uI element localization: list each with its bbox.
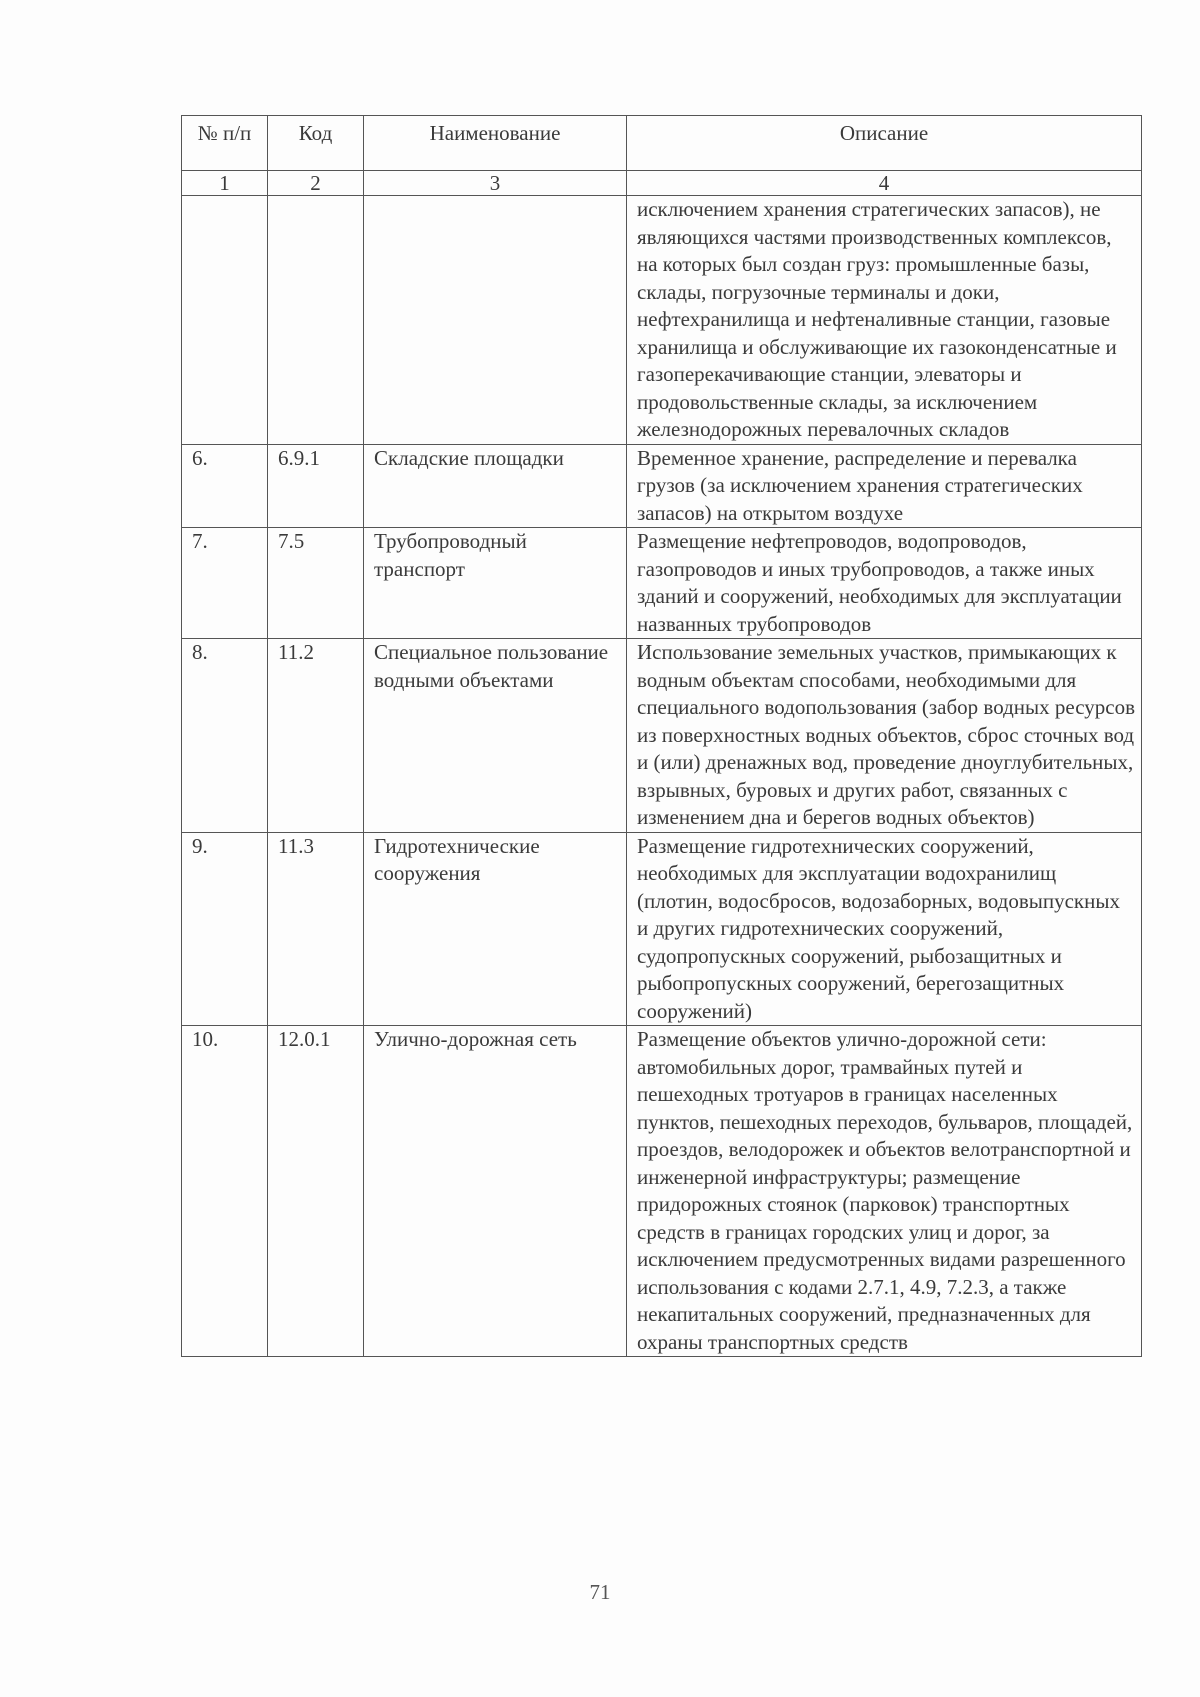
page-number: 71	[589, 1580, 611, 1604]
row-code: 11.3	[268, 832, 364, 1026]
row-description: Использование земельных участков, примыкающих к водным объектам способами, необходимыми для специального водопользования (забор водных ресурсов из поверхностных водных объектов, сброс сточных вод и (или) дренажных вод, проведение дноуглубительных, взрывных, буровых и других работ, связанных с изменением дна и берегов водных объектов)	[627, 639, 1142, 833]
header-description: Описание	[627, 116, 1142, 171]
row-number: 9.	[182, 832, 268, 1026]
row-description: исключением хранения стратегических запасов), не являющихся частями производственных комплексов, на которых был создан груз: промышленные базы, склады, погрузочные терминалы и доки, нефтехранилища и нефтеналивные станции, газовые хранилища и обслуживающие их газоконденсатные и газоперекачивающие станции, элеваторы и продовольственные склады, за исключением железнодорожных перевалочных складов	[627, 196, 1142, 445]
table-row	[182, 444, 1142, 528]
column-number-row	[182, 171, 1142, 196]
row-code: 7.5	[268, 528, 364, 639]
column-number: 3	[364, 171, 627, 196]
row-name: Трубопроводный транспорт	[364, 528, 627, 639]
row-description: Размещение нефтепроводов, водопроводов, газопроводов и иных трубопроводов, а также иных зданий и сооружений, необходимых для эксплуатации названных трубопроводов	[627, 528, 1142, 639]
table-row	[182, 196, 1142, 445]
row-code: 6.9.1	[268, 444, 364, 528]
table-row	[182, 528, 1142, 639]
row-number	[182, 196, 268, 445]
row-name: Улично-дорожная сеть	[364, 1026, 627, 1357]
table-row	[182, 639, 1142, 833]
header-code: Код	[268, 116, 364, 171]
column-number: 4	[627, 171, 1142, 196]
row-name: Специальное пользование водными объектами	[364, 639, 627, 833]
header-name: Наименование	[364, 116, 627, 171]
row-code	[268, 196, 364, 445]
row-name: Складские площадки	[364, 444, 627, 528]
row-description: Размещение гидротехнических сооружений, необходимых для эксплуатации водохранилищ (плотин, водосбросов, водозаборных, водовыпускных и других гидротехнических сооружений, судопропускных сооружений, рыбозащитных и рыбопропускных сооружений, берегозащитных сооружений)	[627, 832, 1142, 1026]
row-code: 12.0.1	[268, 1026, 364, 1357]
row-number: 6.	[182, 444, 268, 528]
column-number: 1	[182, 171, 268, 196]
row-number: 8.	[182, 639, 268, 833]
table-header-row	[182, 116, 1142, 171]
table-row	[182, 1026, 1142, 1357]
column-number: 2	[268, 171, 364, 196]
table-row	[182, 832, 1142, 1026]
row-description: Временное хранение, распределение и перевалка грузов (за исключением хранения стратегических запасов) на открытом воздухе	[627, 444, 1142, 528]
row-number: 10.	[182, 1026, 268, 1357]
row-name	[364, 196, 627, 445]
row-name: Гидротехнические сооружения	[364, 832, 627, 1026]
row-code: 11.2	[268, 639, 364, 833]
row-number: 7.	[182, 528, 268, 639]
row-description: Размещение объектов улично-дорожной сети: автомобильных дорог, трамвайных путей и пешеходных тротуаров в границах населенных пунктов, пешеходных переходов, бульваров, площадей, проездов, велодорожек и объектов велотранспортной и инженерной инфраструктуры; размещение придорожных стоянок (парковок) транспортных средств в границах городских улиц и дорог, за исключением предусмотренных видами разрешенного использования с кодами 2.7.1, 4.9, 7.2.3, а также некапитальных сооружений, предназначенных для охраны транспортных средств	[627, 1026, 1142, 1357]
header-number: № п/п	[182, 116, 268, 171]
land-use-table	[181, 115, 1142, 1357]
